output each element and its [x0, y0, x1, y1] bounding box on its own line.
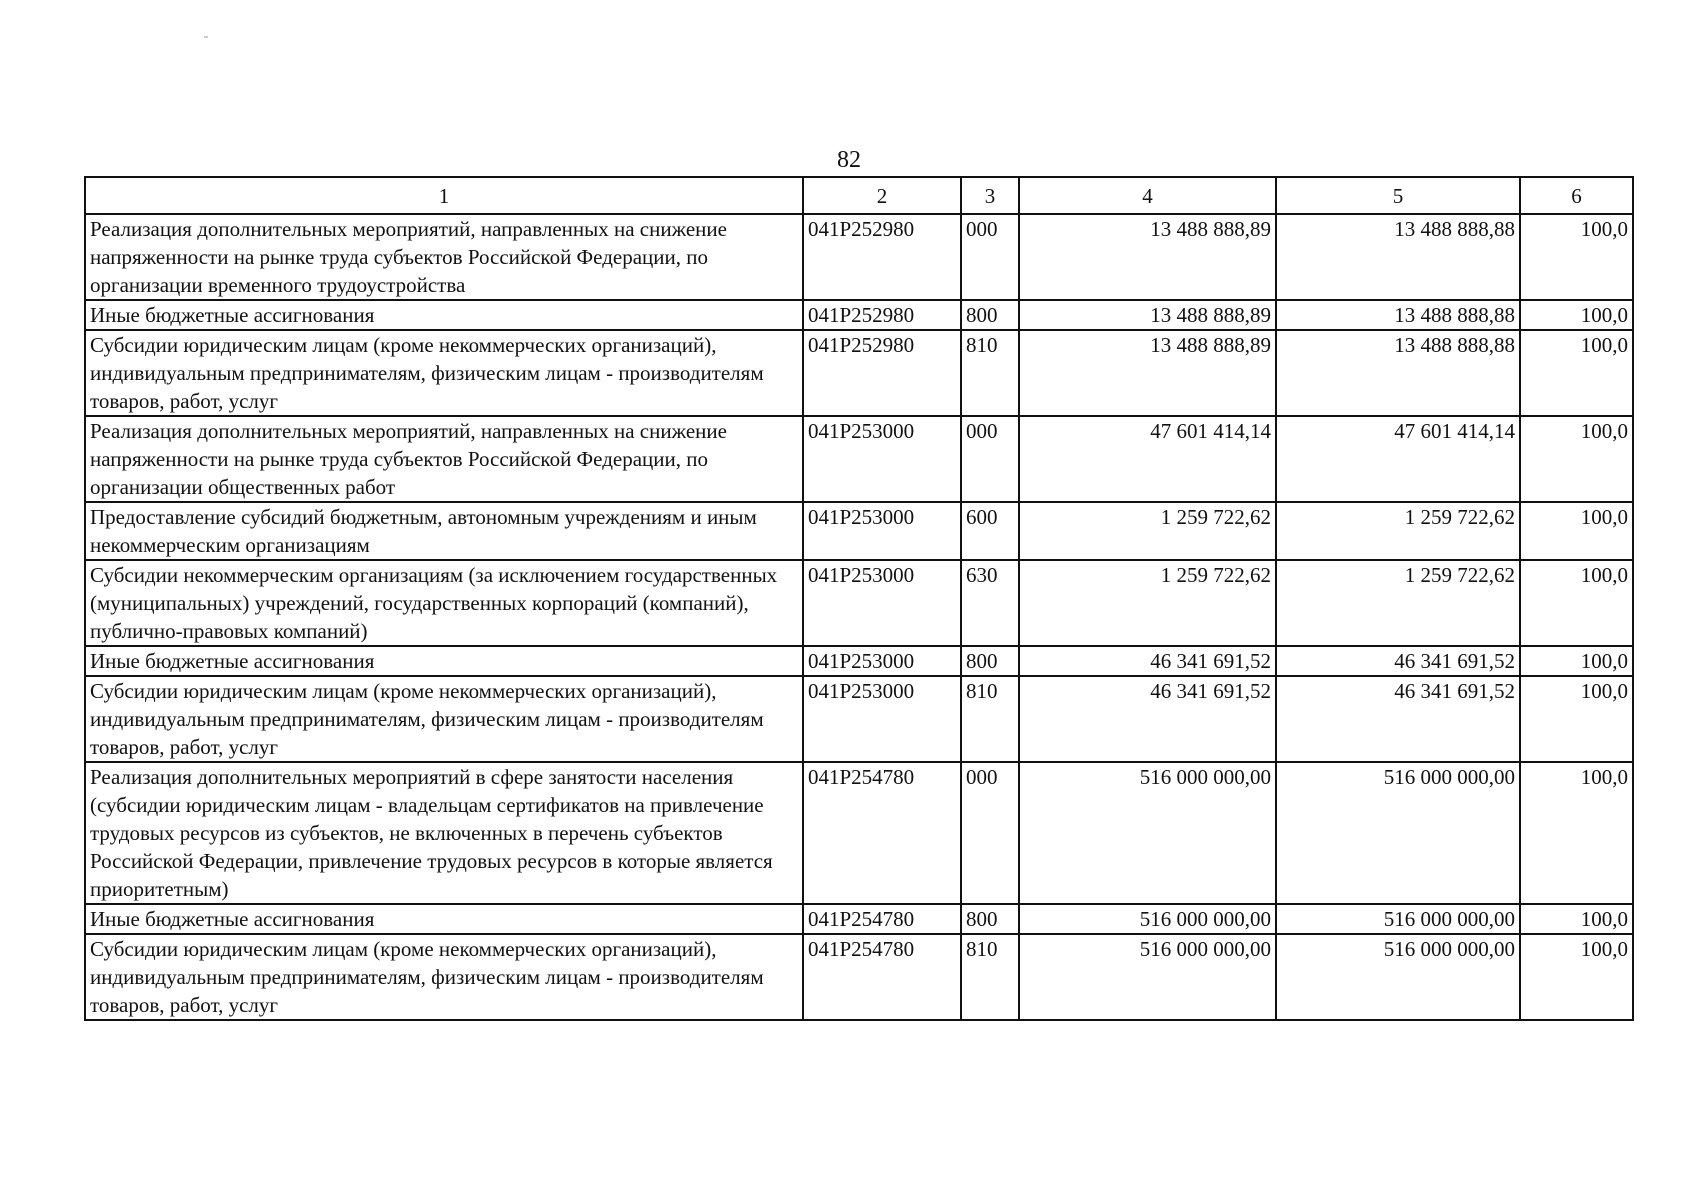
table-body	[85, 214, 1633, 1020]
table-row	[85, 330, 1633, 416]
column-header: 3	[961, 177, 1019, 214]
row-execution-percent: 100,0	[1520, 762, 1633, 904]
row-description: Иные бюджетные ассигнования	[85, 646, 803, 676]
table-row	[85, 300, 1633, 330]
row-planned-amount: 47 601 414,14	[1019, 416, 1276, 502]
row-target-code: 041P254780	[803, 904, 961, 934]
row-execution-percent: 100,0	[1520, 560, 1633, 646]
row-expense-type: 810	[961, 330, 1019, 416]
table-header-row	[85, 177, 1633, 214]
scan-artifact	[204, 36, 208, 38]
table-row	[85, 934, 1633, 1020]
table-row	[85, 416, 1633, 502]
row-target-code: 041P253000	[803, 502, 961, 560]
row-expense-type: 000	[961, 214, 1019, 300]
row-execution-percent: 100,0	[1520, 676, 1633, 762]
row-actual-amount: 13 488 888,88	[1276, 300, 1520, 330]
row-expense-type: 000	[961, 762, 1019, 904]
table-row	[85, 502, 1633, 560]
row-actual-amount: 46 341 691,52	[1276, 676, 1520, 762]
row-planned-amount: 516 000 000,00	[1019, 762, 1276, 904]
row-planned-amount: 516 000 000,00	[1019, 904, 1276, 934]
row-planned-amount: 46 341 691,52	[1019, 646, 1276, 676]
row-target-code: 041P253000	[803, 646, 961, 676]
row-planned-amount: 516 000 000,00	[1019, 934, 1276, 1020]
row-target-code: 041P252980	[803, 214, 961, 300]
row-target-code: 041P252980	[803, 330, 961, 416]
column-header: 4	[1019, 177, 1276, 214]
row-actual-amount: 516 000 000,00	[1276, 904, 1520, 934]
row-description: Реализация дополнительных мероприятий, направленных на снижение напряженности на рынке труда субъектов Российской Федерации, по организации общественных работ	[85, 416, 803, 502]
row-description: Субсидии юридическим лицам (кроме некоммерческих организаций), индивидуальным предпринимателям, физическим лицам - производителям товаров, работ, услуг	[85, 934, 803, 1020]
page-number: 82	[837, 147, 861, 173]
column-header: 6	[1520, 177, 1633, 214]
row-actual-amount: 1 259 722,62	[1276, 502, 1520, 560]
row-expense-type: 800	[961, 300, 1019, 330]
row-actual-amount: 13 488 888,88	[1276, 214, 1520, 300]
row-target-code: 041P254780	[803, 762, 961, 904]
row-description: Субсидии юридическим лицам (кроме некоммерческих организаций), индивидуальным предпринимателям, физическим лицам - производителям товаров, работ, услуг	[85, 330, 803, 416]
row-execution-percent: 100,0	[1520, 416, 1633, 502]
row-expense-type: 600	[961, 502, 1019, 560]
row-target-code: 041P254780	[803, 934, 961, 1020]
row-expense-type: 630	[961, 560, 1019, 646]
row-planned-amount: 46 341 691,52	[1019, 676, 1276, 762]
table-row	[85, 762, 1633, 904]
row-target-code: 041P253000	[803, 560, 961, 646]
row-target-code: 041P253000	[803, 676, 961, 762]
row-description: Субсидии юридическим лицам (кроме некоммерческих организаций), индивидуальным предпринимателям, физическим лицам - производителям товаров, работ, услуг	[85, 676, 803, 762]
table-row	[85, 214, 1633, 300]
row-expense-type: 810	[961, 676, 1019, 762]
row-expense-type: 000	[961, 416, 1019, 502]
row-expense-type: 810	[961, 934, 1019, 1020]
table-row	[85, 904, 1633, 934]
row-actual-amount: 47 601 414,14	[1276, 416, 1520, 502]
table-row	[85, 676, 1633, 762]
row-expense-type: 800	[961, 904, 1019, 934]
row-description: Реализация дополнительных мероприятий в сфере занятости населения (субсидии юридическим лицам - владельцам сертификатов на привлечение трудовых ресурсов из субъектов, не включенных в перечень субъектов Российской Федерации, привлечение трудовых ресурсов в которые является приоритетным)	[85, 762, 803, 904]
row-actual-amount: 46 341 691,52	[1276, 646, 1520, 676]
row-execution-percent: 100,0	[1520, 646, 1633, 676]
row-execution-percent: 100,0	[1520, 502, 1633, 560]
row-planned-amount: 13 488 888,89	[1019, 330, 1276, 416]
row-execution-percent: 100,0	[1520, 214, 1633, 300]
row-planned-amount: 1 259 722,62	[1019, 502, 1276, 560]
row-execution-percent: 100,0	[1520, 300, 1633, 330]
row-execution-percent: 100,0	[1520, 330, 1633, 416]
row-description: Иные бюджетные ассигнования	[85, 300, 803, 330]
table-row	[85, 560, 1633, 646]
table-row	[85, 646, 1633, 676]
row-description: Иные бюджетные ассигнования	[85, 904, 803, 934]
row-planned-amount: 1 259 722,62	[1019, 560, 1276, 646]
row-execution-percent: 100,0	[1520, 934, 1633, 1020]
row-execution-percent: 100,0	[1520, 904, 1633, 934]
column-header: 2	[803, 177, 961, 214]
row-planned-amount: 13 488 888,89	[1019, 214, 1276, 300]
row-actual-amount: 13 488 888,88	[1276, 330, 1520, 416]
row-actual-amount: 516 000 000,00	[1276, 934, 1520, 1020]
column-header: 5	[1276, 177, 1520, 214]
row-description: Реализация дополнительных мероприятий, направленных на снижение напряженности на рынке труда субъектов Российской Федерации, по организации временного трудоустройства	[85, 214, 803, 300]
column-header: 1	[85, 177, 803, 214]
row-description: Субсидии некоммерческим организациям (за исключением государственных (муниципальных) учреждений, государственных корпораций (компаний), публично-правовых компаний)	[85, 560, 803, 646]
budget-table	[84, 176, 1634, 1021]
row-target-code: 041P252980	[803, 300, 961, 330]
row-description: Предоставление субсидий бюджетным, автономным учреждениям и иным некоммерческим организациям	[85, 502, 803, 560]
row-actual-amount: 1 259 722,62	[1276, 560, 1520, 646]
row-planned-amount: 13 488 888,89	[1019, 300, 1276, 330]
row-expense-type: 800	[961, 646, 1019, 676]
row-target-code: 041P253000	[803, 416, 961, 502]
row-actual-amount: 516 000 000,00	[1276, 762, 1520, 904]
